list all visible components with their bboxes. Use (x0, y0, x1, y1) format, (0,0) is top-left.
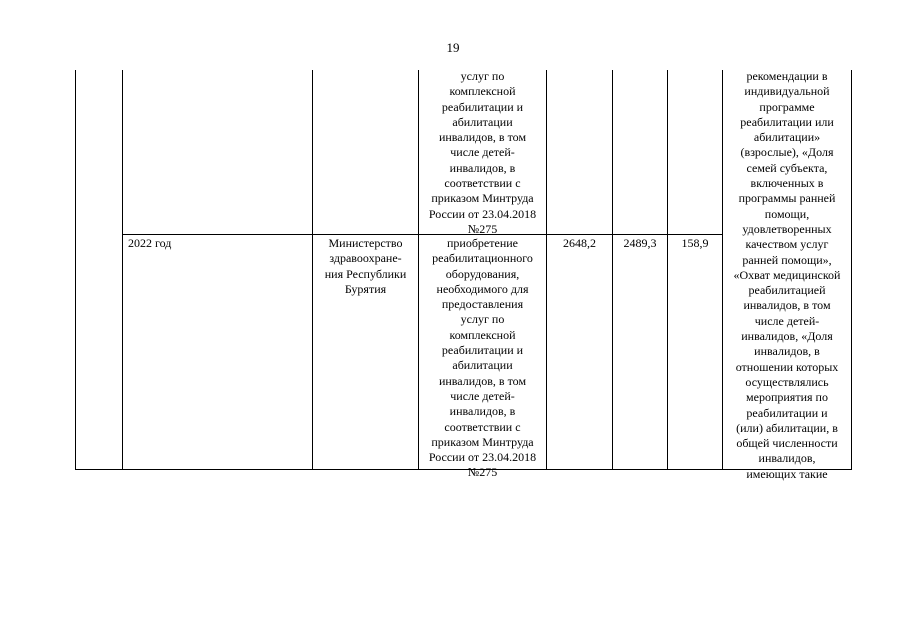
column-border (667, 70, 668, 470)
regional-amount-cell: 158,9 (681, 236, 709, 250)
column-border (122, 70, 123, 470)
data-table (75, 69, 851, 481)
year-cell: 2022 год (128, 236, 172, 250)
column-border (851, 70, 852, 470)
total-amount-cell: 2648,2 (563, 236, 596, 250)
page-number: 19 (446, 40, 460, 55)
federal-amount-cell: 2489,3 (623, 236, 657, 250)
ministry-cell: Министерство здравоохране- ния Республики Бурятия (324, 236, 407, 296)
indicators-cell: рекомендации в индивидуальной программе реабилитации или абилитации» (взрослые), «Доля семей субъекта, включенных в программы ранней помощи, удовлетворенных качеством услуг ранней помощи», «Охват медицинской реабилитацией инвалидов, в том числе детей- инвалидов, «Доля инвалидов, в отношении которых осуществлялись мероприятия по реабилитации и (или) абилитации, в общей численности инвалидов, имеющих такие (733, 69, 841, 481)
column-border (546, 70, 547, 470)
continued-purpose-cell: услуг по комплексной реабилитации и абилитации инвалидов, в том числе детей- инвалидов, в соответствии с приказом Минтруда России от 23.04.2018 №275 (428, 69, 537, 236)
column-border (612, 70, 613, 470)
purpose-cell: приобретение реабилитационного оборудования, необходимого для предоставления услуг по комплексной реабилитации и абилитации инвалидов, в том числе детей- инвалидов, в соответствии с приказом Минтруда России от 23.04.2018 №275 (428, 236, 537, 480)
